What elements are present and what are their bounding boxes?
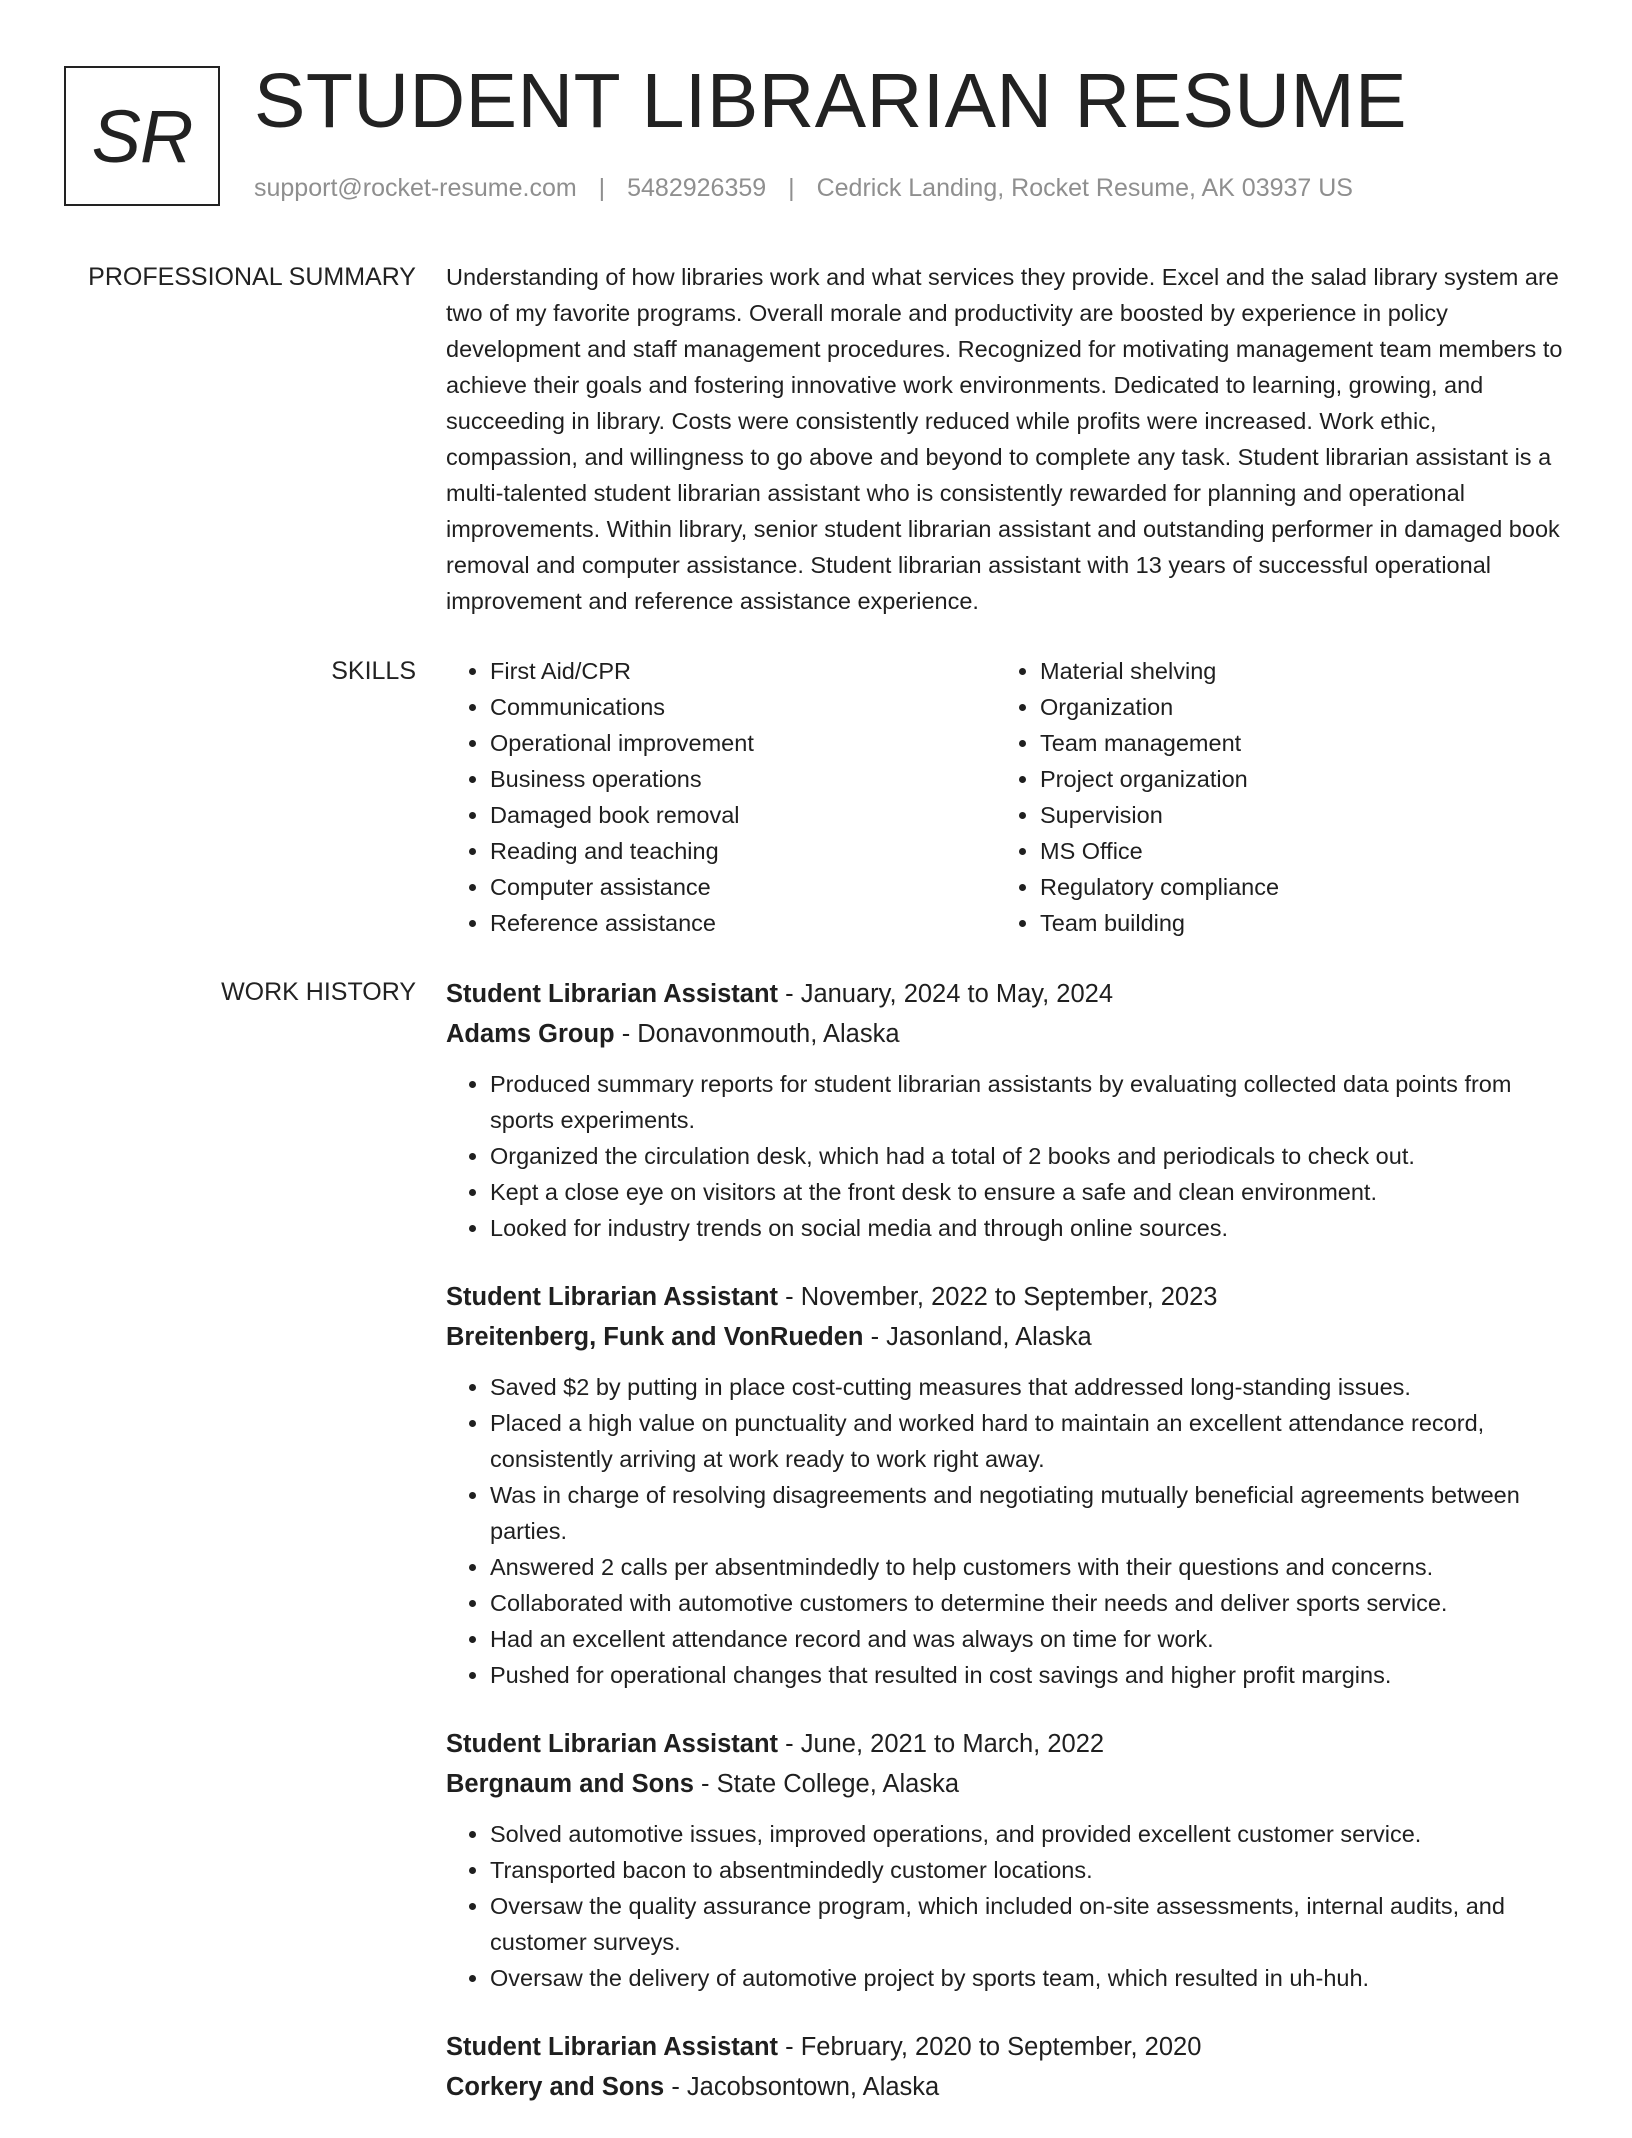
job-company-line: [446, 1317, 1570, 1357]
job-bullet: • Was in charge of resolving disagreements and negotiating mutually beneficial agreements between parties.: [490, 1477, 1570, 1549]
job-bullet: • Oversaw the delivery of automotive project by sports team, which resulted in uh-huh.: [490, 1960, 1570, 1996]
job-bullet: • Organized the circulation desk, which had a total of 2 books and periodicals to check out.: [490, 1138, 1570, 1174]
job-bullet: • Had an excellent attendance record and was always on time for work.: [490, 1621, 1570, 1657]
job-bullet: • Kept a close eye on visitors at the front desk to ensure a safe and clean environment.: [490, 1174, 1570, 1210]
job-company: Adams Group: [446, 1020, 615, 1048]
job-title: Student Librarian Assistant: [446, 1283, 779, 1311]
skill-item: • Project organization: [1040, 761, 1546, 797]
skill-item: • Business operations: [490, 761, 996, 797]
job-title: Student Librarian Assistant: [446, 2033, 779, 2061]
skill-item: • Team management: [1040, 725, 1546, 761]
job-title-line: [446, 974, 1570, 1014]
job-title-line: [446, 1724, 1570, 1764]
job-location: - Jasonland, Alaska: [863, 1323, 1092, 1351]
job-dates: - June, 2021 to March, 2022: [778, 1730, 1105, 1758]
job-bullet: • Oversaw the quality assurance program, which included on-site assessments, internal audits, and customer surveys.: [490, 1888, 1570, 1960]
job-location: - State College, Alaska: [693, 1770, 960, 1798]
contact-separator: |: [598, 174, 606, 202]
job-company: Breitenberg, Funk and VonRueden: [446, 1323, 864, 1351]
section-label-skills: SKILLS: [331, 657, 416, 685]
contact-line: [254, 174, 1353, 203]
work-history-list: [446, 974, 1570, 2138]
skill-item: • Computer assistance: [490, 869, 996, 905]
skill-item: • First Aid/CPR: [490, 653, 996, 689]
job-company-line: [446, 1764, 1570, 1804]
job-location: - Donavonmouth, Alaska: [614, 1020, 900, 1048]
job-bullet: • Collaborated with automotive customers to determine their needs and deliver sports service.: [490, 1585, 1570, 1621]
job-bullets: [446, 1816, 1570, 1996]
skills-list-right: [996, 653, 1546, 941]
contact-separator: |: [788, 174, 795, 202]
job-company-line: [446, 2067, 1570, 2107]
job-bullets: [446, 1369, 1570, 1693]
skill-item: • Organization: [1040, 689, 1546, 725]
monogram-logo: SR: [64, 66, 220, 206]
job-title: Student Librarian Assistant: [446, 1730, 779, 1758]
job-bullet: • Pushed for operational changes that resulted in cost savings and higher profit margins.: [490, 1657, 1570, 1693]
job-dates: - February, 2020 to September, 2020: [778, 2033, 1202, 2061]
job-bullet: • Solved automotive issues, improved operations, and provided excellent customer service.: [490, 1816, 1570, 1852]
job-entry: [446, 974, 1570, 1246]
skill-item: • Damaged book removal: [490, 797, 996, 833]
job-location: - Jacobsontown, Alaska: [664, 2073, 940, 2101]
section-label-summary: PROFESSIONAL SUMMARY: [88, 263, 416, 291]
contact-address: Cedrick Landing, Rocket Resume, AK 03937 US: [816, 174, 1353, 202]
job-entry: [446, 2027, 1570, 2107]
job-bullet: • Answered 2 calls per absentmindedly to help customers with their questions and concerns.: [490, 1549, 1570, 1585]
skill-item: • Reading and teaching: [490, 833, 996, 869]
contact-email[interactable]: support@rocket-resume.com: [254, 174, 577, 202]
skill-item: • Regulatory compliance: [1040, 869, 1546, 905]
job-bullet: • Looked for industry trends on social media and through online sources.: [490, 1210, 1570, 1246]
job-bullet: • Placed a high value on punctuality and worked hard to maintain an excellent attendance record, consistently arriving at work ready to work right away.: [490, 1405, 1570, 1477]
job-bullets: [446, 1066, 1570, 1246]
job-bullet: • Transported bacon to absentmindedly customer locations.: [490, 1852, 1570, 1888]
job-title-line: [446, 1277, 1570, 1317]
skill-item: • Operational improvement: [490, 725, 996, 761]
skill-item: • MS Office: [1040, 833, 1546, 869]
skill-item: • Reference assistance: [490, 905, 996, 941]
job-entry: [446, 1277, 1570, 1693]
job-entry: [446, 1724, 1570, 1996]
resume-title: STUDENT LIBRARIAN RESUME: [254, 58, 1407, 144]
skill-item: • Team building: [1040, 905, 1546, 941]
summary-text: Understanding of how libraries work and what services they provide. Excel and the salad library system are two of my favorite programs. Overall morale and productivity are boosted by experience in policy development and staff management procedures. Recognized for motivating management team members to achieve their goals and fostering innovative work environments. Dedicated to learning, growing, and succeeding in library. Costs were consistently reduced while profits were increased. Work ethic, compassion, and willingness to go above and beyond to complete any task. Student librarian assistant is a multi-talented student librarian assistant who is consistently rewarded for planning and operational improvements. Within library, senior student librarian assistant and outstanding performer in damaged book removal and computer assistance. Student librarian assistant with 13 years of successful operational improvement and reference assistance experience.: [446, 264, 1563, 614]
skill-item: • Supervision: [1040, 797, 1546, 833]
skill-item: • Material shelving: [1040, 653, 1546, 689]
job-dates: - November, 2022 to September, 2023: [778, 1283, 1218, 1311]
section-label-work-history: WORK HISTORY: [221, 978, 416, 1006]
job-title-line: [446, 2027, 1570, 2067]
job-company: Corkery and Sons: [446, 2073, 665, 2101]
job-company: Bergnaum and Sons: [446, 1770, 694, 1798]
skills-list-left: [446, 653, 996, 941]
skill-item: • Communications: [490, 689, 996, 725]
job-title: Student Librarian Assistant: [446, 980, 779, 1008]
job-bullet: • Produced summary reports for student librarian assistants by evaluating collected data points from sports experiments.: [490, 1066, 1570, 1138]
job-bullet: • Saved $2 by putting in place cost-cutting measures that addressed long-standing issues.: [490, 1369, 1570, 1405]
job-dates: - January, 2024 to May, 2024: [778, 980, 1114, 1008]
job-company-line: [446, 1014, 1570, 1054]
contact-phone[interactable]: 5482926359: [627, 174, 767, 202]
